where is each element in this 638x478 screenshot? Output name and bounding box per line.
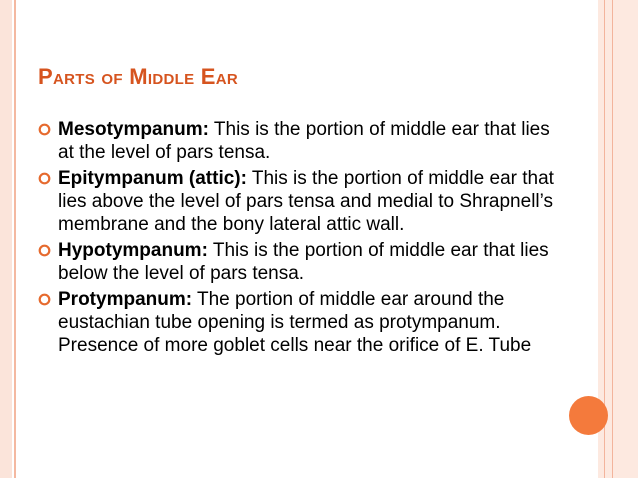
bullet-text: This is the portion of middle ear that lies above the level of pars tensa and medial to Shrapnell’s membrane and the bony lateral attic wall.: [58, 168, 554, 235]
bullet-marker-icon: [38, 172, 51, 185]
bullet-term: Protympanum:: [58, 289, 193, 310]
bullet-term: Mesotympanum:: [58, 119, 209, 140]
decor-circle: [569, 396, 608, 435]
bullet-item: [38, 239, 558, 285]
left-decor-line: [14, 0, 16, 478]
left-decor-stripe: [0, 0, 12, 478]
bullet-list: [38, 118, 558, 360]
bullet-marker-icon: [38, 123, 51, 136]
bullet-term: Hypotympanum:: [58, 240, 208, 261]
right-decor-line: [612, 0, 613, 478]
bullet-marker-icon: [38, 293, 51, 306]
slide-title: Parts of Middle Ear: [38, 64, 239, 89]
bullet-item: [38, 288, 558, 357]
bullet-marker-icon: [38, 244, 51, 257]
bullet-text: This is the portion of middle ear that lies below the level of pars tensa.: [58, 240, 549, 284]
bullet-item: [38, 118, 558, 164]
bullet-item: [38, 167, 558, 236]
bullet-term: Epitympanum (attic):: [58, 168, 247, 189]
bullet-text: This is the portion of middle ear that lies at the level of pars tensa.: [58, 119, 550, 163]
bullet-text: The portion of middle ear around the eustachian tube opening is termed as protympanum. Presence of more goblet cells near the orifice of E. Tube: [58, 289, 532, 356]
